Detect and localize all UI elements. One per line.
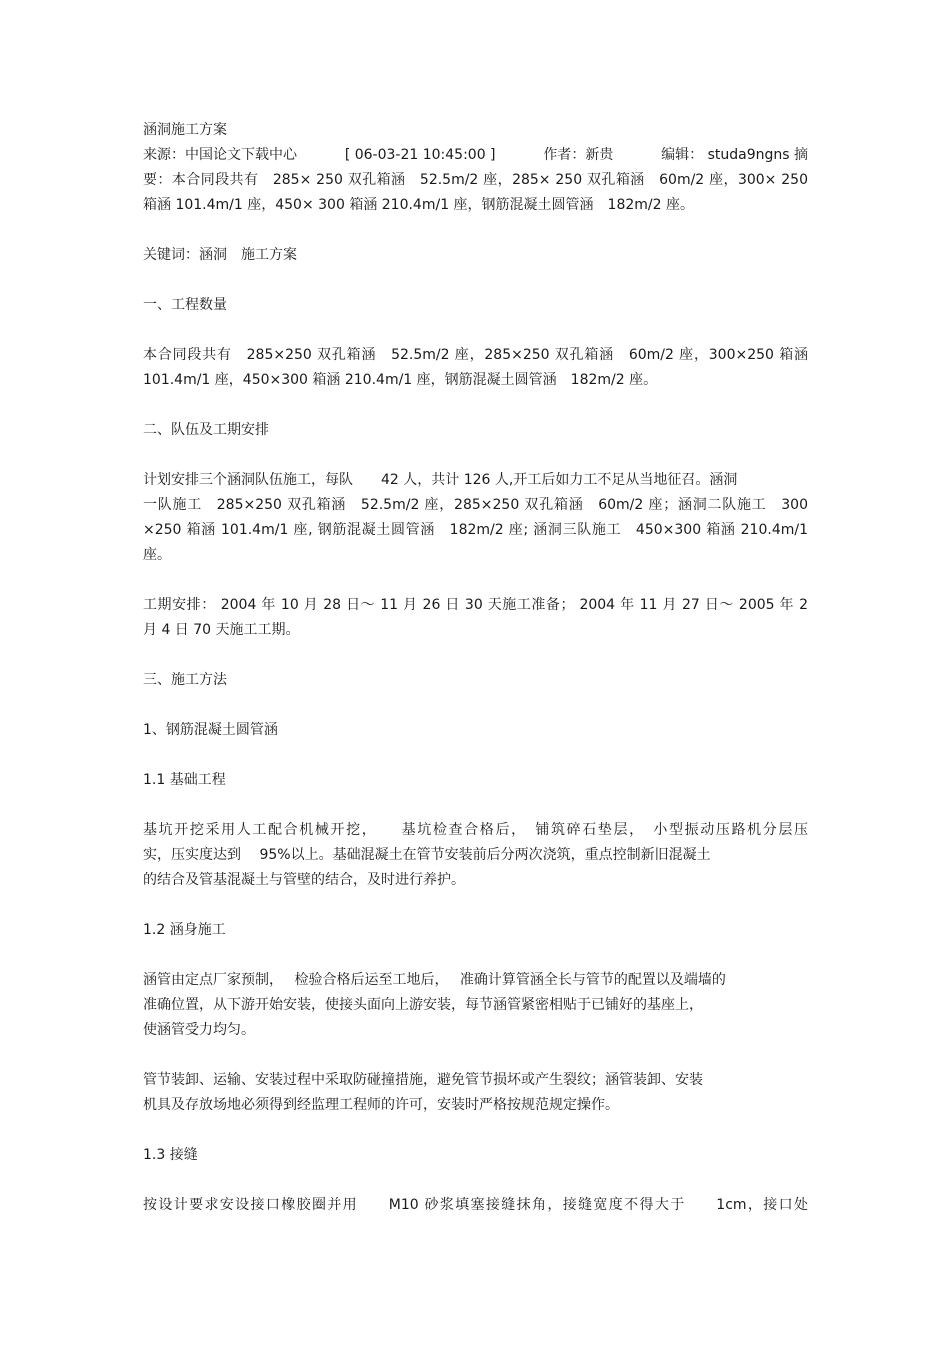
paragraph-line: 工期安排： 2004 年 10 月 28 日～ 11 月 26 日 30 天施工准备； 2004 年 11 月 27 日～ 2005 年 2 — [143, 597, 808, 613]
paragraph-line: 月 4 日 70 天施工工期。 — [143, 622, 300, 638]
paragraph-line: 本合同段共有 285×250 双孔箱涵 52.5m/2 座，285×250 双孔箱涵 60m/2 座，300×250 箱涵 — [143, 347, 808, 363]
paragraph-line: 基坑开挖采用人工配合机械开挖， 基坑检查合格后， 铺筑碎石垫层， 小型振动压路机分层压 — [143, 822, 808, 838]
section-heading: 三、施工方法 — [143, 672, 227, 688]
paragraph-line: 计划安排三个涵洞队伍施工，每队 42 人，共计 126 人,开工后如力工不足从当地征召。涵洞 — [143, 472, 738, 488]
keywords: 关键词：涵洞 施工方案 — [143, 247, 297, 263]
abstract-line: 要：本合同段共有 285× 250 双孔箱涵 52.5m/2 座，285× 250 双孔箱涵 60m/2 座，300× 250 — [143, 172, 808, 188]
paragraph-line: 使涵管受力均匀。 — [143, 1022, 255, 1038]
meta-editor: 编辑： studa9ngns 摘 — [661, 147, 808, 163]
document-meta — [143, 143, 808, 168]
section-heading: 1.1 基础工程 — [143, 772, 226, 788]
section-heading: 1.2 涵身施工 — [143, 922, 226, 938]
section-heading: 二、队伍及工期安排 — [143, 422, 269, 438]
paragraph-line: 一队施工 285×250 双孔箱涵 52.5m/2 座，285×250 双孔箱涵 60m/2 座；涵洞二队施工 300 — [143, 497, 808, 513]
document-title: 涵洞施工方案 — [143, 122, 227, 138]
section-heading: 1.3 接缝 — [143, 1147, 198, 1163]
meta-source: 来源：中国论文下载中心 — [143, 147, 297, 163]
paragraph-line: 的结合及管基混凝土与管壁的结合，及时进行养护。 — [143, 872, 465, 888]
paragraph-line: 管节装卸、运输、安装过程中采取防碰撞措施，避免管节损坏或产生裂纹；涵管装卸、安装 — [143, 1072, 703, 1088]
paragraph-line: 涵管由定点厂家预制， 检验合格后运至工地后， 准确计算管涵全长与管节的配置以及端墙的 — [143, 972, 726, 988]
paragraph-line: 准确位置，从下游开始安装，使接头面向上游安装，每节涵管紧密相贴于已铺好的基座上， — [143, 997, 703, 1013]
section-heading: 一、工程数量 — [143, 297, 227, 313]
meta-date: [ 06-03-21 10:45:00 ] — [344, 147, 496, 163]
paragraph-line: 机具及存放场地必须得到经监理工程师的许可，安装时严格按规范规定操作。 — [143, 1097, 619, 1113]
paragraph-line: 按设计要求安设接口橡胶圈并用 M10 砂浆填塞接缝抹角，接缝宽度不得大于 1cm，接口处 — [143, 1197, 808, 1213]
meta-author: 作者：新贵 — [543, 147, 614, 163]
paragraph-line: 实，压实度达到 95%以上。基础混凝土在管节安装前后分两次浇筑，重点控制新旧混凝土 — [143, 847, 711, 863]
paragraph-line: 座。 — [143, 547, 171, 563]
paragraph-line: 101.4m/1 座，450×300 箱涵 210.4m/1 座，钢筋混凝土圆管涵 182m/2 座。 — [143, 372, 658, 388]
paragraph-line: ×250 箱涵 101.4m/1 座, 钢筋混凝土圆管涵 182m/2 座; 涵洞三队施工 450×300 箱涵 210.4m/1 — [143, 522, 808, 538]
section-heading: 1、钢筋混凝土圆管涵 — [143, 722, 278, 738]
document-body — [143, 118, 808, 1218]
abstract-line: 箱涵 101.4m/1 座，450× 300 箱涵 210.4m/1 座，钢筋混凝土圆管涵 182m/2 座。 — [143, 197, 694, 213]
